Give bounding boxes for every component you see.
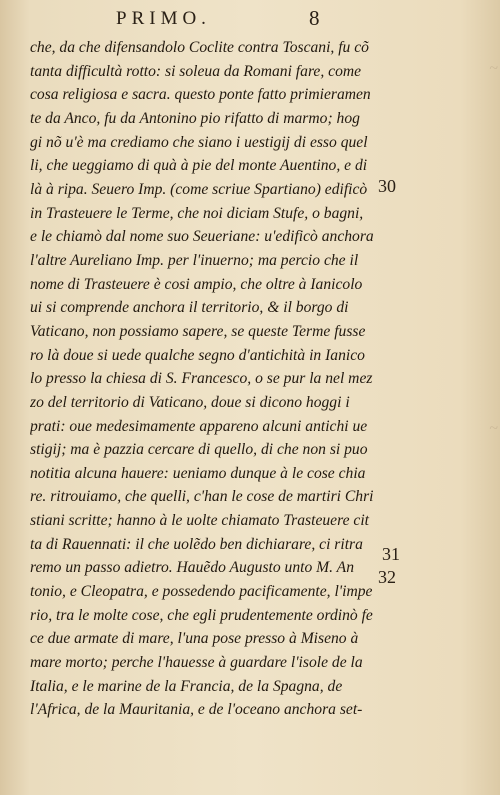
text-line: l'altre Aureliano Imp. per l'inuerno; ma percio che il	[30, 251, 359, 269]
page-number: 8	[309, 6, 320, 30]
text-line: zo del territorio di Vaticano, doue si dicono hoggi i	[30, 393, 350, 411]
text-block	[30, 36, 375, 722]
margin-number: 32	[378, 567, 396, 587]
text-line: mare morto; perche l'hauesse à guardare l'isole de la	[30, 654, 363, 672]
text-line: ta di Rauennati: il che uolẽdo ben dichiarare, ci ritra	[30, 535, 363, 553]
text-line: tonio, e Cleopatra, e possedendo pacificamente, l'impe	[30, 583, 373, 601]
text-line: in Trasteuere le Terme, che noi diciam Stufe, o bagni,	[30, 204, 364, 222]
bleed-through-mark: ~	[489, 420, 498, 437]
text-line: nome di Trasteuere è cosi ampio, che oltre à Ianicolo	[30, 275, 363, 293]
running-title: PRIMO.	[116, 8, 211, 29]
text-line: ui si comprende anchora il territorio, & il borgo di	[30, 299, 349, 317]
text-line: cosa religiosa e sacra. questo ponte fatto primieramen	[30, 86, 371, 104]
text-line: remo un passo adietro. Hauẽdo Augusto unto M. An	[30, 559, 354, 577]
text-line: rio, tra le molte cose, che egli prudentemente ordinò fe	[30, 606, 373, 624]
text-line: prati: oue medesimamente appareno alcuni antichi ue	[30, 417, 368, 435]
text-line: l'Africa, de la Mauritania, e de l'oceano anchora set-	[30, 701, 363, 719]
text-line: lo presso la chiesa di S. Francesco, o se pur la nel mez	[30, 370, 373, 388]
text-line: notitia alcuna hauere: ueniamo dunque à le cose chia	[30, 464, 366, 482]
text-line: ro là doue si uede qualche segno d'antichità in Ianico	[30, 346, 365, 364]
text-line: là à ripa. Seuero Imp. (come scriue Spartiano) edificò	[30, 180, 368, 198]
text-line: stiani scritte; hanno à le uolte chiamato Trasteuere cit	[30, 512, 369, 530]
text-line: gi nõ u'è ma crediamo che siano i uestigij di esso quel	[30, 133, 368, 151]
text-line: re. ritrouiamo, che quelli, c'han le cose de martiri Chri	[30, 488, 374, 506]
margin-number: 31	[382, 544, 400, 564]
text-line: che, da che difensandolo Coclite contra Toscani, fu cõ	[30, 39, 369, 56]
text-line: e le chiamò dal nome suo Seueriane: u'edificò anchora	[30, 228, 374, 246]
text-line: li, che ueggiamo di quà à pie del monte Auentino, e di	[30, 157, 368, 175]
text-line: stigij; ma è pazzia cercare di quello, di che non si puo	[30, 441, 368, 459]
text-line: Vaticano, non possiamo sapere, se queste Terme fusse	[30, 322, 366, 340]
text-line: Italia, e le marine de la Francia, de la Spagna, de	[30, 677, 343, 695]
running-header	[0, 8, 500, 32]
margin-number: 30	[378, 176, 396, 196]
text-line: tanta difficultà rotto: si soleua da Romani fare, come	[30, 62, 362, 80]
text-line: te da Anco, fu da Antonino pio rifatto di marmo; hog	[30, 109, 360, 127]
text-line: ce due armate di mare, l'una pose presso à Miseno à	[30, 630, 359, 648]
bleed-through-mark: ~	[489, 60, 498, 77]
